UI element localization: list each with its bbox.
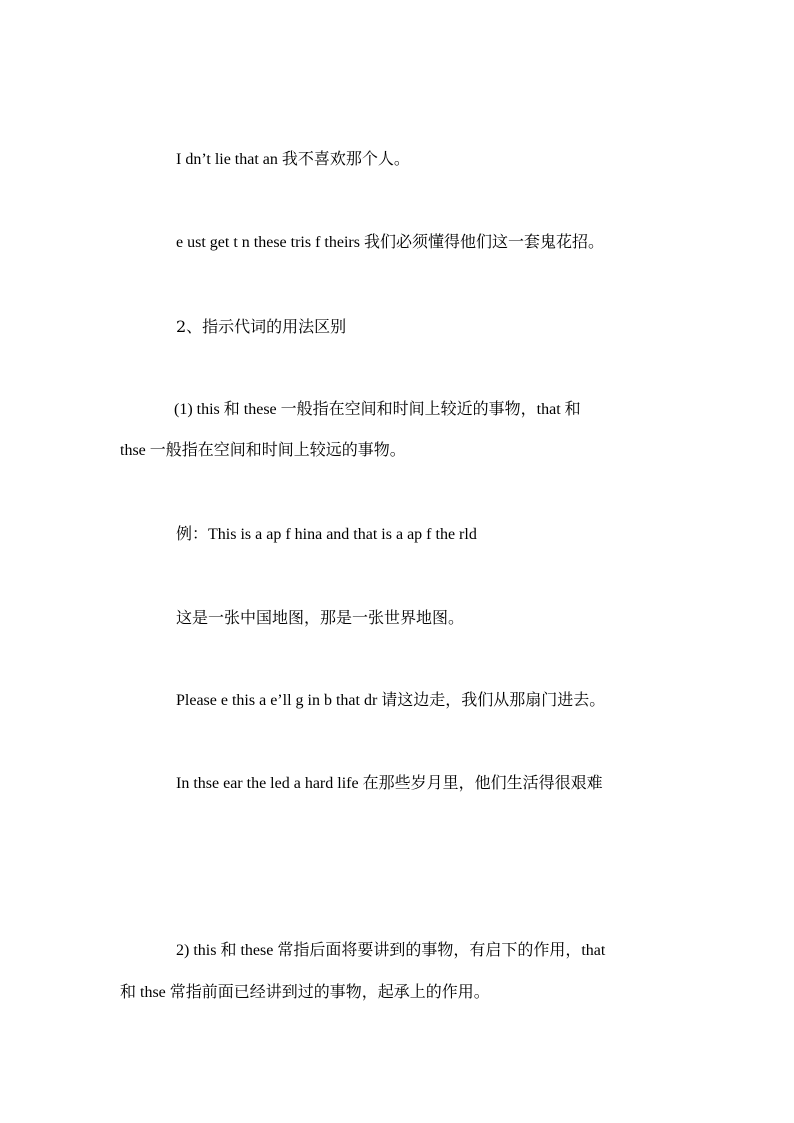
- example-text: Please e this a e’ll g in b that dr 请这边走，我们从那扇门进去。: [176, 692, 606, 709]
- section-heading: 2、指示代词的用法区别: [176, 317, 347, 336]
- paragraph-text: (1) this 和 these 一般指在空间和时间上较近的事物，that 和: [174, 401, 581, 418]
- paragraph-text: 这是一张中国地图，那是一张世界地图。: [176, 608, 465, 627]
- example-text: In thse ear the led a hard life 在那些岁月里，他们生活得很艰难: [176, 775, 603, 792]
- paragraph-text: 和 thse 常指前面已经讲到过的事物，起承上的作用。: [120, 984, 490, 1001]
- paragraph-text: 2) this 和 these 常指后面将要讲到的事物，有启下的作用，that: [176, 942, 606, 959]
- paragraph-text: e ust get t n these tris f theirs 我们必须懂得他们这一套鬼花招。: [176, 234, 604, 251]
- example-text: 例：This is a ap f hina and that is a ap f the rld: [176, 526, 477, 543]
- paragraph-text: I dn’t lie that an 我不喜欢那个人。: [176, 151, 410, 168]
- paragraph-text: thse 一般指在空间和时间上较远的事物。: [120, 442, 406, 459]
